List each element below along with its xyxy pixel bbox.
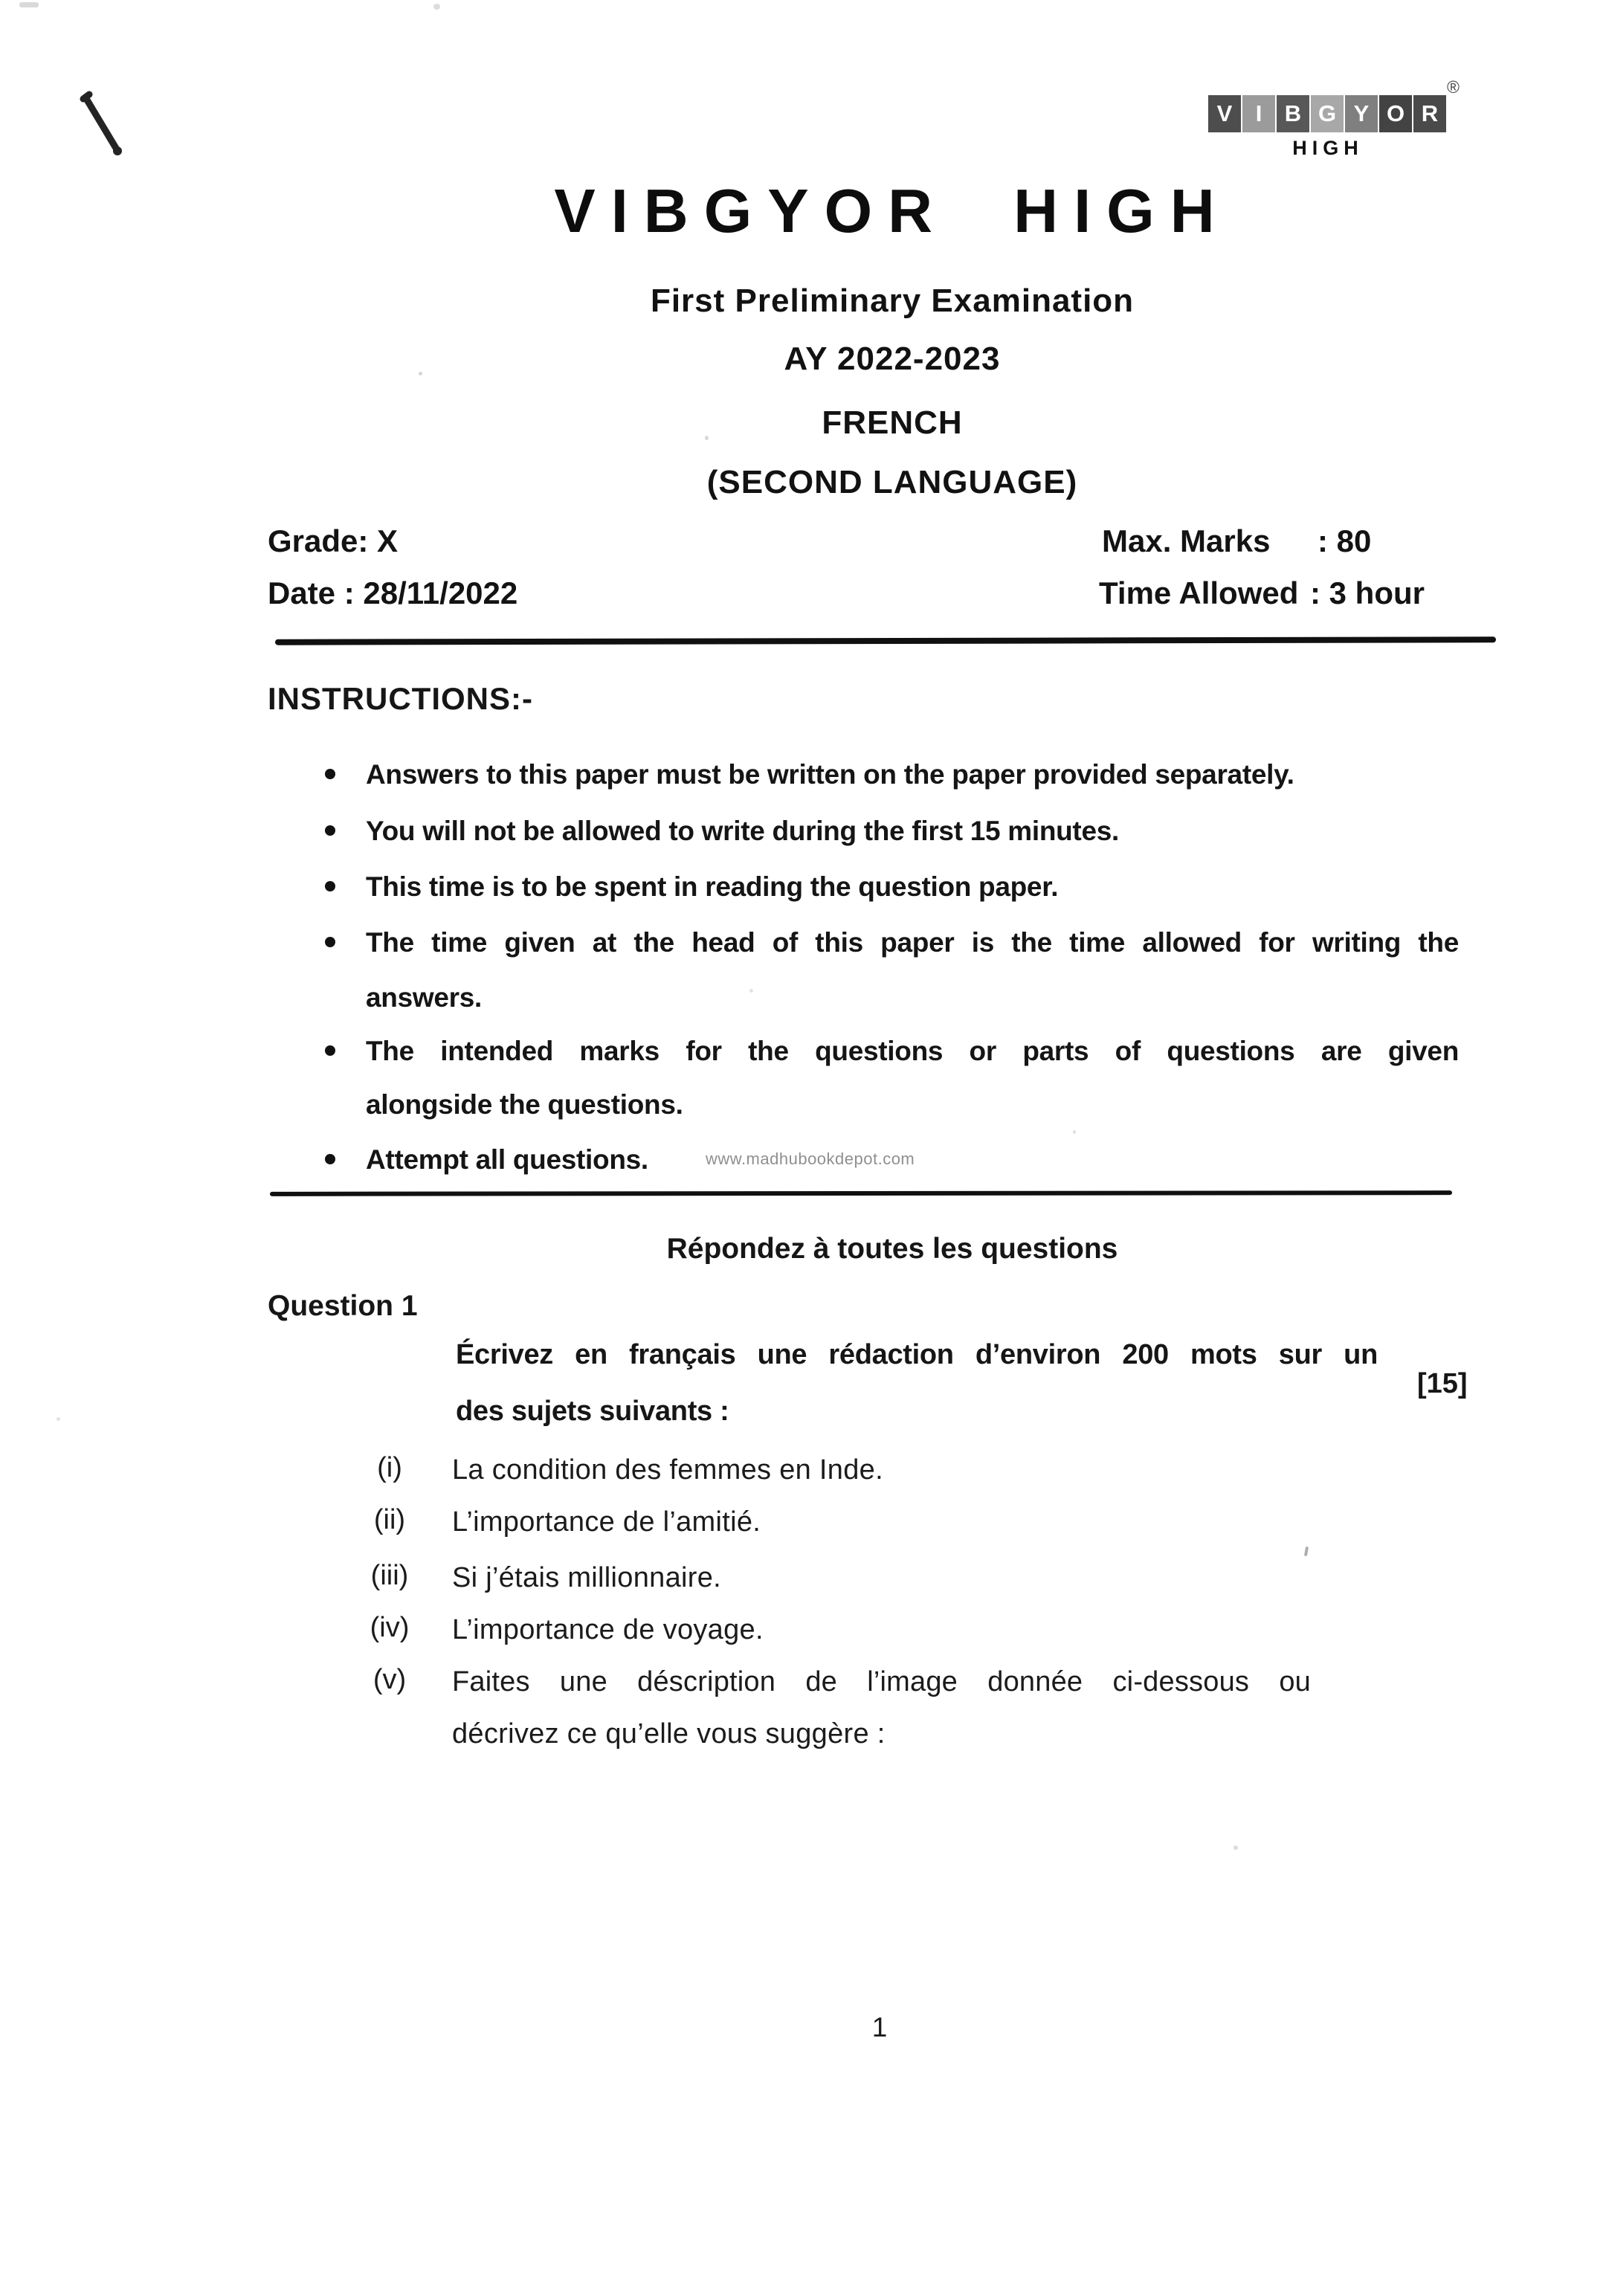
question-label: Question 1 [268,1290,418,1322]
grade-label: Grade: X [268,523,399,558]
logo-letter-box-7 [1413,95,1446,132]
logo-subtitle: HIGH [1292,137,1364,159]
question-intro-line: Écrivez en français une rédaction d’environ 200 mots sur un [456,1339,1378,1370]
time-allowed-value: : 3 hour [1310,575,1425,610]
item-number: (v) [373,1664,407,1695]
max-marks-label: Max. Marks [1102,523,1271,558]
max-marks-value: : 80 [1318,523,1372,558]
logo-letter: R [1421,100,1439,126]
instruction-item-continued: answers. [366,982,482,1013]
pen-stroke-mark [0,0,238,238]
item-text: Si j’étais millionnaire. [452,1562,722,1593]
logo-letter-box-4 [1311,95,1344,132]
school-logo [1208,95,1446,132]
item-number: (iv) [370,1612,410,1643]
logo-letter-box-5 [1345,95,1378,132]
logo-letter: O [1386,100,1405,126]
instruction-item: Attempt all questions. [366,1143,648,1177]
logo-letter: Y [1353,100,1370,126]
scan-speck [433,4,440,10]
logo-letter-box-6 [1379,95,1412,132]
instructions-title: INSTRUCTIONS:- [268,681,533,716]
section-heading: Répondez à toutes les questions [666,1233,1118,1265]
scan-speck [1233,1845,1238,1850]
scan-speck [57,1417,60,1421]
subject-title: FRENCH [822,404,963,441]
scan-speck [705,436,709,440]
registered-trademark-icon: ® [1447,77,1460,97]
item-text: L’importance de l’amitié. [452,1506,761,1538]
instruction-item-continued: alongside the questions. [366,1089,683,1120]
scan-speck [1073,1130,1076,1134]
instruction-item: The time given at the head of this paper is the time allowed for writing the [366,926,1459,960]
time-allowed-label: Time Allowed [1099,575,1299,610]
instruction-item: You will not be allowed to write during the first 15 minutes. [366,814,1119,848]
logo-letter: I [1255,100,1262,126]
logo-letter-box-1 [1208,95,1241,132]
divider-rule-top [275,636,1496,645]
date-label: Date : 28/11/2022 [268,575,518,610]
item-text: La condition des femmes en Inde. [452,1454,883,1486]
item-text: L’importance de voyage. [452,1614,764,1645]
item-number: (i) [377,1452,402,1483]
scan-speck [19,2,39,7]
academic-year: AY 2022-2023 [784,341,1001,377]
logo-letter: B [1284,100,1302,126]
divider-rule-bottom [270,1190,1452,1196]
logo-letter: V [1216,100,1233,126]
scan-speck [419,372,422,375]
subject-language-note: (SECOND LANGUAGE) [706,464,1078,500]
marks-badge: [15] [1417,1368,1468,1399]
page-title: VIBGYOR HIGH [554,176,1231,245]
instruction-item: The intended marks for the questions or parts of questions are given [366,1034,1459,1068]
item-text-continued: décrivez ce qu’elle vous suggère : [452,1718,886,1750]
instruction-item: Answers to this paper must be written on the paper provided separately. [366,758,1294,792]
logo-letter-box-2 [1242,95,1275,132]
logo-letter-box-3 [1277,95,1309,132]
page-number: 1 [871,2012,888,2042]
scan-speck [1304,1547,1309,1556]
question-intro-line: des sujets suivants : [456,1396,729,1427]
item-number: (iii) [370,1560,409,1591]
item-number: (ii) [373,1504,406,1535]
instruction-item: This time is to be spent in reading the question paper. [366,870,1058,904]
logo-letter: G [1318,100,1337,126]
exam-title: First Preliminary Examination [650,283,1135,319]
scan-speck [749,989,753,993]
item-text: Faites une déscription de l’image donnée ci-dessous ou [452,1666,1311,1697]
watermark-text: www.madhubookdepot.com [706,1149,915,1168]
